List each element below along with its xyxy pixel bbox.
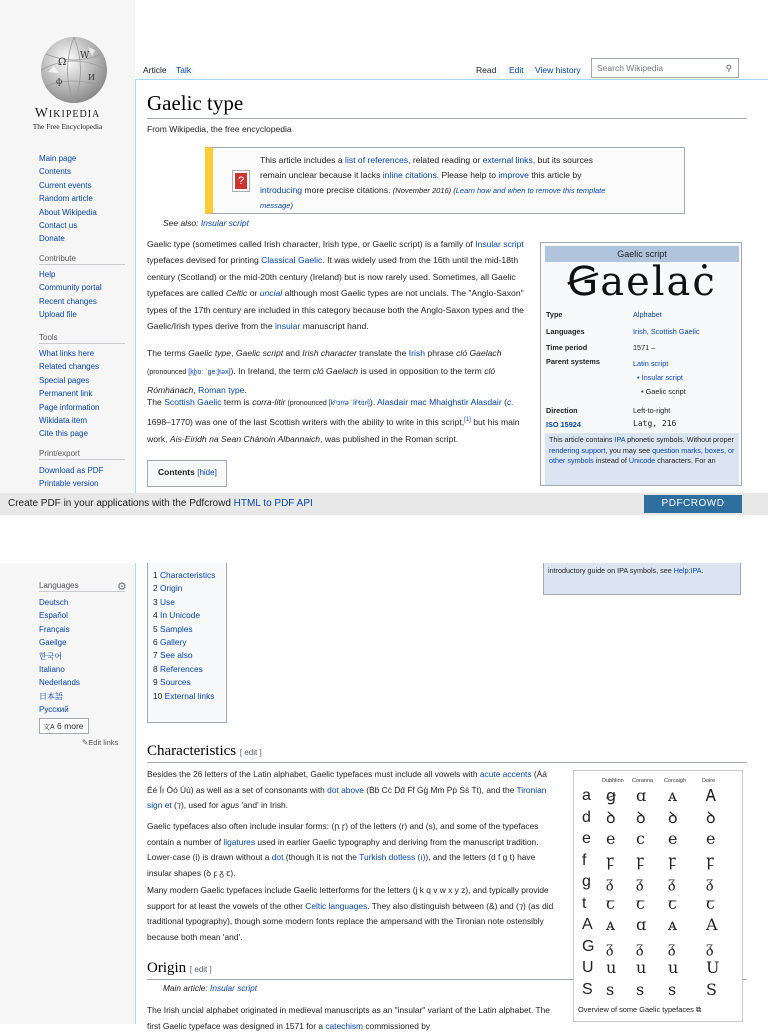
toc-number: 7 <box>153 650 160 661</box>
insular-link[interactable]: insular <box>275 321 301 332</box>
ipa-notice-continued <box>543 563 741 595</box>
question-marks-link[interactable]: question marks, boxes, or other symbols <box>549 445 735 465</box>
circa-link[interactable]: c. <box>506 397 514 407</box>
more-languages-button[interactable] <box>39 718 89 734</box>
glyph-sample: s <box>636 979 645 999</box>
toc-number: 9 <box>153 677 160 688</box>
tab-view-history[interactable]: View history <box>531 60 585 80</box>
toc-item[interactable] <box>153 663 226 676</box>
language-link[interactable]: Deutsch <box>39 598 69 607</box>
toc-item[interactable] <box>153 582 226 595</box>
pencil-icon: ✎ <box>82 738 89 747</box>
toc-link[interactable]: External links <box>164 690 215 701</box>
ambox-text: remain unclear because it lacks <box>260 170 383 180</box>
glyph-sample: Ꭺ <box>706 786 717 805</box>
text: translate the <box>356 348 409 358</box>
infobox-value-link[interactable]: • Insular script <box>637 373 683 382</box>
language-link[interactable]: 日本語 <box>39 691 63 701</box>
text: (pronounced <box>147 369 189 377</box>
glyph-sample: ᵹ <box>706 936 714 956</box>
language-link[interactable]: Русский <box>39 705 69 715</box>
text: Gaelic type (sometimes called Irish character, Irish type, or Gaelic script) is a family of <box>147 239 476 249</box>
toc-item[interactable] <box>153 609 226 622</box>
text: cló Gaelach <box>312 366 359 377</box>
sidebar-link[interactable]: Community portal <box>39 283 102 293</box>
celtic-languages-link[interactable]: Celtic languages <box>305 900 368 911</box>
text: 1698–1770) was one of the last Scottish writers with the ability to write in this script, <box>147 417 465 428</box>
toc-hide-toggle[interactable]: [hide] <box>197 468 217 477</box>
ambox-text: . Please help to <box>436 170 499 180</box>
glyph-sample: S <box>706 979 717 999</box>
irish-link[interactable]: Irish <box>408 348 426 358</box>
sidebar-link[interactable]: Wikidata item <box>39 416 88 426</box>
text: The terms <box>147 348 189 358</box>
paragraph-scottish <box>147 394 527 447</box>
svg-text:Ω: Ω <box>58 57 67 68</box>
caption-text: Overview of some Gaelic typefaces <box>578 1005 694 1014</box>
heading-origin <box>147 960 212 977</box>
heading-characteristics <box>147 743 262 760</box>
banner-text: Create PDF in your applications with the Pdfcrowd <box>8 498 234 509</box>
text: typefaces devised for printing <box>147 255 262 266</box>
text: Gaelic typefaces also often include insular forms: (ꞃ ꞅ) of the letters (r) and (s), and some of the typefaces contain a number of <box>147 821 539 847</box>
ambox-text: , related reading or <box>408 155 483 165</box>
language-link[interactable]: Français <box>39 624 70 634</box>
text: ). In Ireland, the term <box>230 366 313 377</box>
glyph-column-header: Doire <box>702 778 716 784</box>
title-divider <box>147 118 747 119</box>
paragraph-char-1 <box>147 767 557 814</box>
nav-heading-contribute: Contribute <box>39 254 125 265</box>
text: Irish character <box>302 348 357 358</box>
language-link[interactable]: 한국어 <box>39 651 63 661</box>
ambox-text: This article includes a <box>260 155 346 165</box>
edit-links[interactable] <box>82 738 118 747</box>
nav-languages <box>39 596 80 717</box>
language-link[interactable]: Gaeilge <box>39 638 67 648</box>
ambox-text: more precise citations. <box>302 185 393 195</box>
improve-link[interactable]: improve <box>498 170 529 180</box>
unicode-link[interactable]: Unicode <box>628 456 656 465</box>
paragraph-char-2 <box>147 819 557 881</box>
toc-link[interactable]: See also <box>160 650 193 661</box>
text: (Áá Éé Íı Óó Úú) as well as a set of consonants with <box>147 769 547 795</box>
text: cló Rómhánach <box>147 366 496 395</box>
infobox-value: • Gaelic script <box>641 387 686 396</box>
glyph-latin: e <box>582 830 591 847</box>
text: cló Gaelach <box>456 348 502 358</box>
tab-talk[interactable]: Talk <box>172 60 195 80</box>
ligatures-link[interactable]: ligatures <box>223 836 256 847</box>
glyph-latin: A <box>582 916 593 933</box>
infobox-label: Type <box>546 310 563 319</box>
text: . <box>244 384 247 395</box>
acute-accents-link[interactable]: acute accents <box>479 769 532 779</box>
pdfcrowd-button[interactable]: PDFCROWD <box>644 495 742 513</box>
glyph-sample: s <box>668 979 677 999</box>
glyph-sample: ᵹ <box>606 872 614 891</box>
glyph-sample: s <box>606 979 615 999</box>
nav-heading-languages: Languages <box>39 581 125 592</box>
toc-link[interactable]: In Unicode <box>160 610 201 621</box>
glyph-sample: U <box>706 958 720 977</box>
glyph-column-header: Coranna <box>632 778 654 784</box>
text: . <box>701 566 704 575</box>
paragraph-intro <box>147 236 527 334</box>
text: although most Gaelic types are not uncials. The "Anglo-Saxon" types of the 17th century are included in this category because both the Anglo-Saxon types and the Gaelic/Irish types derive from the <box>147 288 524 332</box>
infobox-label: Parent systems <box>546 357 600 366</box>
toc-link[interactable]: Characteristics <box>160 570 216 580</box>
glyph-sample: ꝺ <box>668 807 678 827</box>
infobox-sample-image: Ꞡaelaċ <box>567 259 717 305</box>
see-also-label: See also: <box>163 218 201 228</box>
text: The Irish uncial alphabet originated in medieval manuscripts as an "insular" variant of the Latin alphabet. The first Gaelic typeface was designed in 1571 for a <box>147 1005 550 1031</box>
toc-number: 8 <box>153 663 160 674</box>
glyph-sample: ꝼ <box>606 850 614 870</box>
text: (⁊), used for <box>171 800 221 811</box>
edit-section-link[interactable]: [ edit ] <box>239 748 262 757</box>
glyph-sample: ᴀ <box>606 915 616 934</box>
text: instead of <box>593 456 629 465</box>
glyph-column-header: Dubhlinn <box>602 778 624 784</box>
text: ), and the letters (d f g t) have insular shapes (ꝺ ꝼ ᵹ ꞇ). <box>147 852 536 878</box>
glyph-latin: a <box>582 787 591 804</box>
text: used in earlier Gaelic typography and deriving from the manuscript tradition. Lower-case (i) is drawn without a <box>147 836 539 863</box>
roman-type-link[interactable]: Roman type <box>198 384 245 395</box>
tironian-link[interactable]: Tironian sign et <box>147 784 547 811</box>
sidebar-link[interactable]: Contents <box>39 167 72 177</box>
glyph-sample: ᵹ <box>636 872 644 891</box>
text: corra-litir <box>252 397 286 407</box>
toc-item[interactable] <box>153 569 226 582</box>
infobox-value: Left-to-right <box>633 406 671 415</box>
toc-link[interactable]: Samples <box>160 623 193 634</box>
text: manuscript hand. <box>300 321 369 332</box>
gear-icon[interactable]: ⚙ <box>117 581 127 593</box>
text: , you may see <box>605 445 653 455</box>
glyph-latin: d <box>582 808 591 826</box>
language-link[interactable]: Nederlands <box>39 678 80 688</box>
glyph-latin: f <box>582 851 587 869</box>
ambox-text: ( <box>451 186 456 195</box>
edit-links-label: Edit links <box>88 738 119 747</box>
svg-text:W: W <box>80 51 90 61</box>
infobox-value-link[interactable]: Latin script <box>633 359 669 368</box>
text: . They also distinguish between (&) and (⁊) (as did traditional typography), though some modern fonts replace the ampersand with the Tironian note ostensibly because both mean 'and'. <box>147 900 554 942</box>
alasdair-link[interactable]: Alasdair mac Mhaighstir Alasdair <box>377 397 502 407</box>
glyph-sample: ꞇ <box>606 893 615 913</box>
ambox-text: ) <box>290 201 293 210</box>
text: phrase <box>425 348 457 358</box>
insular-script-link[interactable]: Insular script <box>210 983 258 993</box>
toc-item[interactable] <box>153 596 226 609</box>
external-links-link[interactable]: external links <box>482 155 533 165</box>
glyph-sample: u <box>636 958 647 977</box>
glyph-sample: u <box>668 958 679 977</box>
ipa-link[interactable]: [kl̪ˠoː ˈɡeːl̪ˠəx] <box>188 369 231 377</box>
toc-link[interactable]: Origin <box>160 583 183 594</box>
text: and <box>283 348 303 358</box>
text: ). <box>369 397 378 407</box>
glyph-sample: ɑ <box>636 915 647 934</box>
glyph-sample: ᵹ <box>706 872 714 891</box>
glyph-sample: ɑ <box>636 786 647 805</box>
nav-tools <box>39 347 99 441</box>
citation-1[interactable]: [1] <box>464 417 471 424</box>
glyph-sample: ꝺ <box>636 807 646 827</box>
dot-above-link[interactable]: dot above <box>327 784 364 795</box>
search-input[interactable] <box>591 58 739 78</box>
glyph-latin: U <box>582 959 594 976</box>
heading-text: Characteristics <box>147 743 237 759</box>
sidebar-link[interactable]: Recent changes <box>39 296 97 306</box>
glyph-sample: ꝺ <box>706 807 716 827</box>
learn-how-link[interactable]: Learn how and when to remove this template <box>455 186 606 195</box>
question-book-icon: ? <box>232 170 250 192</box>
catechism-link[interactable]: catechism <box>325 1020 364 1031</box>
glyph-sample: e <box>706 829 716 848</box>
glyph-latin: G <box>582 937 595 955</box>
page-title: Gaelic type <box>147 91 244 115</box>
nav-contribute <box>39 268 102 322</box>
insular-script-link[interactable]: Insular script <box>475 239 524 249</box>
nav-print <box>39 464 103 491</box>
glyph-sample: A <box>706 915 718 934</box>
learn-how-link-cont[interactable]: message <box>260 201 291 210</box>
text: Besides the 26 letters of the Latin alphabet, Gaelic typefaces must include all vowels with <box>147 769 480 779</box>
more-languages-label: 6 more <box>57 721 84 731</box>
glyph-sample: u <box>606 958 617 977</box>
paragraph-origin-1 <box>147 1003 557 1034</box>
text: or <box>247 288 260 299</box>
ambox-text: this article by <box>528 170 582 180</box>
main-article-hatnote <box>163 983 257 993</box>
inline-citations-link[interactable]: inline citations <box>382 170 437 180</box>
dot-link[interactable]: dot <box>271 852 284 863</box>
sidebar-link[interactable]: About Wikipedia <box>39 207 97 217</box>
pdf-page-2 <box>0 563 768 1031</box>
turkish-dotless-link[interactable]: Turkish dotless (ı) <box>359 852 426 863</box>
iso-15924-link[interactable]: ISO 15924 <box>546 420 581 429</box>
toc-item[interactable] <box>153 676 226 689</box>
glyph-sample: ϲ <box>636 829 645 848</box>
glyph-sample: ᵹ <box>636 936 644 956</box>
text: commissioned by <box>363 1020 431 1031</box>
sidebar <box>0 0 135 515</box>
toc-item[interactable] <box>153 623 226 636</box>
sidebar-link[interactable]: Current events <box>39 180 92 190</box>
language-link[interactable]: Italiano <box>39 665 65 675</box>
toc-link[interactable]: Sources <box>160 677 191 688</box>
toc-number: 5 <box>153 623 160 634</box>
toc-link[interactable]: References <box>160 663 203 674</box>
toc-number: 4 <box>153 610 160 621</box>
text: but his main work, <box>147 417 520 444</box>
glyph-sample: ꝺ <box>606 807 616 827</box>
ambox-text: , but its sources <box>532 155 593 165</box>
glyph-latin: g <box>582 873 591 890</box>
glyph-sample: ᴀ <box>668 786 678 805</box>
insular-script-link[interactable]: Insular script <box>200 218 249 228</box>
ambox-date: (November 2016) <box>392 186 452 195</box>
text: introductory guide on IPA symbols, see <box>548 566 674 575</box>
svg-text:ф: ф <box>56 77 63 86</box>
text: agus <box>221 800 240 811</box>
sidebar-link[interactable]: Contact us <box>39 221 78 231</box>
toc-number: 1 <box>153 570 160 580</box>
text: Many modern Gaelic typefaces include Gaelic letterforms for the letters (j k q v w x y z), and typically provide support for at least the vowels of the other <box>147 885 549 911</box>
text: (pronounced <box>285 400 329 407</box>
tab-article[interactable]: Article <box>139 60 171 80</box>
edit-section-link[interactable]: [ edit ] <box>189 965 212 974</box>
toc-number: 3 <box>153 596 160 607</box>
nav-heading-tools: Tools <box>39 333 125 344</box>
text: , was published in the Roman script. <box>320 433 459 444</box>
infobox-value-link[interactable]: Irish, Scottish Gaelic <box>633 327 700 336</box>
toc-list <box>147 563 227 723</box>
sidebar-link[interactable]: Help <box>39 270 56 279</box>
infobox <box>540 242 742 486</box>
see-also-hatnote <box>163 218 249 228</box>
glyph-sample: ꝼ <box>636 850 644 870</box>
infobox-value: 1571 – <box>633 343 656 352</box>
glyph-latin: S <box>582 980 593 998</box>
glyph-column-header: Corcaigh <box>664 778 687 784</box>
infobox-label: Time period <box>546 343 588 352</box>
text: (Ḃḃ Ċċ Ḋḋ Ḟḟ Ġġ Ṁṁ Ṗṗ Ṡṡ Ṫṫ), and the <box>363 784 517 795</box>
text: Gaelic type <box>188 348 232 358</box>
text: This article contains <box>549 435 615 444</box>
sidebar-link[interactable]: Printable version <box>39 479 99 489</box>
infobox-label: Languages <box>546 327 585 336</box>
sidebar-link[interactable]: Related changes <box>39 362 100 372</box>
infobox-header: Gaelic script <box>545 246 739 262</box>
ambox-notice <box>205 147 685 214</box>
toc-number: 10 <box>153 690 165 701</box>
classical-gaelic-link[interactable]: Classical Gaelic <box>261 255 323 266</box>
text: Celtic <box>225 288 248 299</box>
ipa-link[interactable]: [kʰɔrˠə ˈliʰtʲɪɾʲ] <box>328 400 370 407</box>
text: Ais-Eiridh na Sean Chánoin Albannaich <box>169 433 321 444</box>
glyph-sample: ᴀ <box>668 915 678 934</box>
toc-item[interactable] <box>153 636 226 649</box>
text: , <box>193 384 199 395</box>
heading-text: Origin <box>147 960 187 976</box>
toc-title: Contents <box>158 467 195 477</box>
search-icon[interactable]: ⚲ <box>725 63 732 73</box>
sidebar-link[interactable]: Download as PDF <box>39 466 104 475</box>
language-link[interactable]: Español <box>39 611 68 621</box>
uncial-link[interactable]: uncial <box>259 288 283 299</box>
toc-number: 6 <box>153 637 160 648</box>
sidebar-link[interactable]: Page information <box>39 402 100 412</box>
infobox-value-link[interactable]: Alphabet <box>633 310 662 319</box>
glyph-sample: ꝼ <box>706 850 714 870</box>
toc-link[interactable]: Use <box>160 596 175 607</box>
glyph-sample: ꞇ <box>668 893 677 913</box>
paragraph-terms <box>147 345 527 398</box>
sidebar-link[interactable]: What links here <box>39 349 95 358</box>
ipa-link[interactable]: IPA <box>614 435 626 444</box>
sidebar-link[interactable]: Cite this page <box>39 429 88 439</box>
glyph-sample: ᵹ <box>606 936 614 956</box>
text: characters. For an <box>655 456 716 465</box>
text: phonetic symbols. Without proper <box>625 435 734 444</box>
figure-caption <box>578 1005 701 1015</box>
gaelic-typefaces-figure[interactable] <box>573 770 743 1022</box>
toc-box <box>147 460 227 487</box>
search-placeholder: Search Wikipedia <box>597 63 664 73</box>
ipa-notice <box>545 433 739 485</box>
toc-item[interactable] <box>153 690 226 703</box>
help-ipa-link[interactable]: Help:IPA <box>673 566 702 575</box>
glyph-sample: ᵹ <box>668 872 676 891</box>
wikipedia-tagline: The Free Encyclopedia <box>32 122 103 131</box>
rendering-support-link[interactable]: rendering support <box>549 445 606 455</box>
from-wikipedia: From Wikipedia, the free encyclopedia <box>147 124 292 134</box>
paragraph-char-3 <box>147 883 557 945</box>
toc-link[interactable]: Gallery <box>160 637 187 648</box>
text: , <box>231 348 236 358</box>
svg-text:И: И <box>88 73 95 82</box>
toc-number: 2 <box>153 583 160 594</box>
text: Gaelic script <box>235 348 284 358</box>
glyph-sample: ᵹ <box>668 936 676 956</box>
heading-divider <box>147 762 747 763</box>
glyph-sample: ꞇ <box>706 893 715 913</box>
glyph-sample: e <box>606 829 616 848</box>
tab-edit[interactable]: Edit <box>505 60 528 80</box>
text: (though it is not the <box>283 852 360 863</box>
glyph-latin: t <box>582 894 587 912</box>
text: is used in opposition to the term <box>358 366 485 377</box>
sidebar <box>0 563 135 1024</box>
text: term is <box>221 397 253 407</box>
text: ( <box>501 397 507 407</box>
wikipedia-wordmark: Wikipedia <box>34 106 101 121</box>
sidebar-link[interactable]: Permanent link <box>39 389 93 399</box>
list-of-references-link[interactable]: list of references <box>345 155 409 165</box>
toc-item[interactable] <box>153 649 226 662</box>
glyph-sample: e <box>668 829 678 848</box>
infobox-label: Direction <box>546 406 578 415</box>
scottish-gaelic-link[interactable]: Scottish Gaelic <box>164 397 222 407</box>
text: Main article: <box>163 983 211 993</box>
text: . It was widely used from the 16th until the mid-18th century (Scotland) or the mid-20th century (Ireland) but is now rarely used. Sometimes, all Gaelic typefaces are called <box>147 255 519 299</box>
sidebar-link[interactable]: Donate <box>39 234 65 244</box>
language-icon: 文A <box>43 724 55 731</box>
infobox-value: Latg, 216 <box>633 419 677 428</box>
nav-heading-print: Print/export <box>39 449 125 460</box>
sidebar-link[interactable]: Upload file <box>39 310 77 320</box>
enlarge-icon[interactable]: ⧉ <box>695 1005 702 1014</box>
glyph-sample: ꞇ <box>636 893 645 913</box>
sidebar-link[interactable]: Main page <box>39 154 77 163</box>
text: The <box>147 397 165 407</box>
text: 'and' in Irish. <box>239 800 288 811</box>
glyph-sample: ꞡ <box>606 786 617 805</box>
tab-read[interactable]: Read <box>472 60 500 80</box>
glyph-sample: ꝼ <box>668 850 676 870</box>
introducing-link[interactable]: introducing <box>260 185 303 195</box>
html-to-pdf-link[interactable]: HTML to PDF API <box>233 498 313 509</box>
sidebar-link[interactable]: Random article <box>39 194 93 204</box>
sidebar-link[interactable]: Special pages <box>39 375 90 385</box>
nav-main <box>39 152 97 246</box>
pdf-page-1 <box>0 0 768 515</box>
